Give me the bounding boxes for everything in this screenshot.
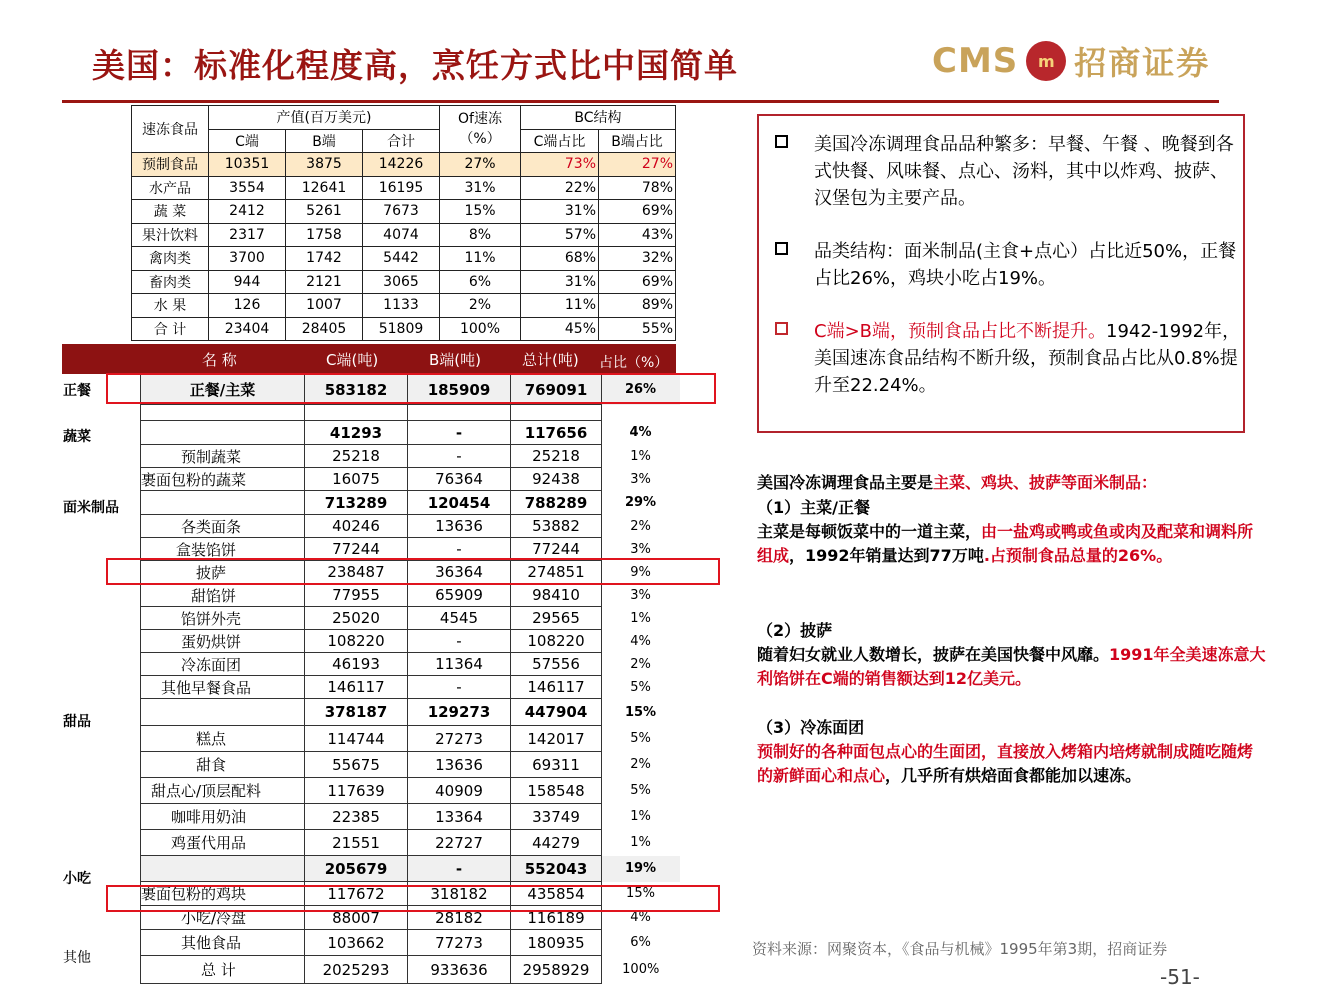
item-name: 甜食	[141, 752, 305, 778]
share-cell: 1%	[630, 448, 651, 464]
value-cell: 77955	[305, 584, 408, 607]
bullet-text	[814, 318, 1244, 399]
table-row	[141, 676, 680, 699]
value-cell: 29565	[511, 607, 602, 630]
value-cell: 57556	[511, 653, 602, 676]
value-cell: 274851	[511, 561, 602, 584]
header-b-share: B端占比	[599, 129, 676, 153]
table-row	[132, 200, 676, 224]
table-cell: 32%	[599, 247, 676, 271]
s2-b: 1991年全美速冻意大利馅饼在C端的销售额达到12亿美元。	[757, 645, 1266, 688]
value-cell: 21551	[305, 830, 408, 856]
category-label: 正餐	[63, 383, 91, 399]
value-cell: 142017	[511, 726, 602, 752]
value-cell: -	[408, 630, 511, 653]
share-cell: 1%	[630, 835, 651, 850]
value-cell: 108220	[511, 630, 602, 653]
section-heading: （3）冷冻面团	[757, 718, 865, 737]
bullet-c-greater-b	[775, 318, 1241, 398]
value-cell: 13636	[408, 515, 511, 538]
table-row	[141, 491, 680, 515]
table-cell: 11%	[440, 247, 521, 271]
table-cell: 73%	[521, 153, 599, 177]
value-cell: 40246	[305, 515, 408, 538]
value-cell: 11364	[408, 653, 511, 676]
frozen-food-output-table	[131, 105, 676, 341]
title-divider	[62, 100, 1219, 103]
share-cell: 4%	[630, 633, 651, 649]
share-cell: 1%	[630, 610, 651, 626]
s1-b: 由一盐鸡或鸭或鱼或肉及配菜和调料所组成	[757, 522, 1254, 565]
value-cell: 788289	[511, 491, 602, 515]
value-cell: -	[408, 676, 511, 699]
value-cell: 933636	[408, 956, 511, 984]
page-title: 美国：标准化程度高，烹饪方式比中国简单	[92, 46, 738, 85]
category-label: 蔬菜	[63, 429, 91, 445]
highlight-pizza	[106, 558, 720, 585]
row-label: 合 计	[132, 317, 209, 341]
value-cell: 117656	[511, 421, 602, 445]
item-name	[141, 491, 305, 515]
value-cell: 180935	[511, 930, 602, 956]
s2-a: 随着妇女就业人数增长，披萨在美国快餐中风靡。	[757, 645, 1110, 664]
table-cell: 15%	[440, 200, 521, 224]
table-cell: 2%	[440, 294, 521, 318]
section-pizza	[757, 619, 1267, 691]
table-cell: 89%	[599, 294, 676, 318]
section-body	[757, 740, 1267, 788]
table-cell: 27%	[599, 153, 676, 177]
item-name: 馅饼外壳	[141, 607, 305, 630]
table-cell: 100%	[440, 317, 521, 341]
square-bullet-icon	[775, 242, 788, 255]
value-cell: -	[408, 421, 511, 445]
category-label: 小吃	[63, 871, 91, 887]
table-cell: 28405	[286, 317, 363, 341]
table-cell: 12641	[286, 176, 363, 200]
table-cell: 69%	[599, 200, 676, 224]
table-row	[132, 247, 676, 271]
value-cell: 55675	[305, 752, 408, 778]
table-row	[132, 223, 676, 247]
item-name: 正餐/主菜	[141, 375, 305, 405]
table-row	[141, 778, 680, 804]
header-name: 名 称	[202, 351, 237, 369]
share-cell: 2%	[630, 757, 651, 772]
item-name	[141, 421, 305, 445]
share-cell: 19%	[602, 856, 680, 882]
value-cell: 4545	[408, 607, 511, 630]
value-cell: 435854	[511, 882, 602, 906]
value-cell: -	[408, 856, 511, 882]
table-cell: 69%	[599, 270, 676, 294]
table-cell: 31%	[521, 200, 599, 224]
table-row	[141, 856, 680, 882]
header-food: 速冻食品	[132, 106, 209, 153]
table-row	[132, 294, 676, 318]
value-cell: 33749	[511, 804, 602, 830]
value-cell: 22727	[408, 830, 511, 856]
item-name: 预制蔬菜	[141, 445, 305, 468]
table-row	[132, 176, 676, 200]
bullet-red-text: C端>B端，预制食品占比不断提升。	[814, 321, 1106, 342]
table-cell: 3554	[209, 176, 286, 200]
table-cell: 4074	[363, 223, 440, 247]
value-cell: -	[408, 445, 511, 468]
value-cell: 769091	[511, 375, 602, 405]
table-row	[141, 653, 680, 676]
row-label: 禽肉类	[132, 247, 209, 271]
square-bullet-icon	[775, 135, 788, 148]
row-label: 果汁饮料	[132, 223, 209, 247]
bullet-text: 品类结构：面米制品(主食+点心）占比近50%，正餐占比26%，鸡块小吃占19%。	[814, 241, 1237, 289]
table-cell: 31%	[521, 270, 599, 294]
value-cell: 713289	[305, 491, 408, 515]
category-label: 甜品	[63, 714, 91, 730]
header-bc-structure: BC结构	[521, 106, 676, 130]
table-row	[141, 804, 680, 830]
bullet-variety	[775, 131, 1235, 211]
value-cell: 129273	[408, 699, 511, 726]
logo-badge-icon: m	[1026, 41, 1066, 81]
value-cell: 2958929	[511, 956, 602, 984]
table-row	[141, 515, 680, 538]
detail-table-header	[62, 344, 676, 374]
header-share: 占比（%）	[599, 355, 669, 371]
s1-c: ，1992年销量达到77万吨	[789, 546, 984, 565]
table-cell: 27%	[440, 153, 521, 177]
table-row	[141, 726, 680, 752]
item-name: 甜点心/顶层配料	[141, 778, 305, 804]
item-name: 咖啡用奶油	[141, 804, 305, 830]
value-cell: 27273	[408, 726, 511, 752]
value-cell: 16075	[305, 468, 408, 491]
table-cell: 68%	[521, 247, 599, 271]
logo-cms-text: CMS	[932, 41, 1019, 81]
table-row	[141, 405, 680, 421]
header-of-frozen: Of速冻（%）	[440, 106, 521, 153]
item-name: 小吃/冷盘	[141, 906, 305, 930]
table-cell: 126	[209, 294, 286, 318]
table-cell: 51809	[363, 317, 440, 341]
table-row	[141, 630, 680, 653]
table-cell: 10351	[209, 153, 286, 177]
value-cell: 76364	[408, 468, 511, 491]
item-name: 蛋奶烘饼	[141, 630, 305, 653]
value-cell: 92438	[511, 468, 602, 491]
value-cell: 25218	[305, 445, 408, 468]
value-cell: 238487	[305, 561, 408, 584]
table-cell: 23404	[209, 317, 286, 341]
table-cell: 43%	[599, 223, 676, 247]
share-cell: 5%	[630, 731, 651, 746]
item-name: 盒装馅饼	[141, 538, 305, 561]
value-cell: 77244	[511, 538, 602, 561]
table-cell: 11%	[521, 294, 599, 318]
bullet-category-structure	[775, 238, 1235, 292]
category-label: 其他	[63, 950, 91, 966]
row-label: 预制食品	[132, 153, 209, 177]
section-body	[757, 520, 1267, 568]
bullet-black-text: 1942-1992年，美国速冻食品结构不断升级，预制食品占比从0.8%提升至22.24%。	[814, 321, 1241, 396]
table-cell: 2317	[209, 223, 286, 247]
value-cell: 185909	[408, 375, 511, 405]
value-cell: 146117	[305, 676, 408, 699]
section-heading: （2）披萨	[757, 621, 833, 640]
table-cell: 31%	[440, 176, 521, 200]
logo-company-name: 招商证券	[1074, 44, 1211, 82]
share-cell: 3%	[630, 471, 651, 487]
value-cell: 53882	[511, 515, 602, 538]
table-cell: 2412	[209, 200, 286, 224]
item-name: 冷冻面团	[141, 653, 305, 676]
value-cell: 46193	[305, 653, 408, 676]
value-cell: 552043	[511, 856, 602, 882]
value-cell: 108220	[305, 630, 408, 653]
share-cell: 2%	[630, 656, 651, 672]
source-note: 资料来源：网聚资本，《食品与机械》1995年第3期，招商证券	[752, 940, 1168, 958]
value-cell: 77244	[305, 538, 408, 561]
table-cell: 1742	[286, 247, 363, 271]
row-label: 水产品	[132, 176, 209, 200]
square-bullet-icon	[775, 322, 788, 335]
s3-a: 预制好的各种面包点心的生面团，直接放入烤箱内培烤就制成随吃随烤的新鲜面心和点心	[757, 742, 1254, 785]
share-cell: 4%	[630, 910, 651, 925]
value-cell: 41293	[305, 421, 408, 445]
table-cell: 78%	[599, 176, 676, 200]
table-cell: 1133	[363, 294, 440, 318]
cms-logo	[932, 38, 1210, 84]
share-cell: 29%	[624, 495, 657, 510]
table-cell: 6%	[440, 270, 521, 294]
row-label: 水 果	[132, 294, 209, 318]
value-cell	[408, 405, 511, 421]
highlight-breaded-chicken	[106, 885, 720, 912]
item-name: 鸡蛋代用品	[141, 830, 305, 856]
value-cell: 36364	[408, 561, 511, 584]
item-name: 糕点	[141, 726, 305, 752]
page-number: -51-	[1160, 965, 1200, 989]
table-row	[141, 421, 680, 445]
item-name: 裹面包粉的蔬菜	[141, 468, 305, 491]
header-output: 产值(百万美元)	[209, 106, 440, 130]
value-cell: 40909	[408, 778, 511, 804]
table-cell: 1007	[286, 294, 363, 318]
table-cell: 57%	[521, 223, 599, 247]
table-row	[132, 317, 676, 341]
value-cell: 447904	[511, 699, 602, 726]
table-cell: 7673	[363, 200, 440, 224]
item-name	[141, 405, 305, 421]
share-cell: 5%	[630, 679, 651, 695]
row-label: 畜肉类	[132, 270, 209, 294]
value-cell: 117672	[305, 882, 408, 906]
intro-red-text: 主菜、鸡块、披萨等面米制品：	[933, 473, 1158, 492]
section-heading: （1）主菜/正餐	[757, 498, 870, 517]
bullet-text: 美国冷冻调理食品品种繁多：早餐、午餐 、晚餐到各式快餐、风味餐、点心、汤料，其中以炸鸡、披萨、汉堡包为主要产品。	[814, 134, 1234, 209]
intro-text: 美国冷冻调理食品主要是	[757, 473, 934, 492]
s1-a: 主菜是每顿饭菜中的一道主菜，	[757, 522, 982, 541]
value-cell: 13364	[408, 804, 511, 830]
value-cell: 114744	[305, 726, 408, 752]
table-cell: 3875	[286, 153, 363, 177]
value-cell: 44279	[511, 830, 602, 856]
item-name: 其他早餐食品	[141, 676, 305, 699]
share-cell: 9%	[630, 564, 651, 580]
table-row	[141, 468, 680, 491]
value-cell: 2025293	[305, 956, 408, 984]
table-cell: 944	[209, 270, 286, 294]
value-cell: 13636	[408, 752, 511, 778]
value-cell: 117639	[305, 778, 408, 804]
table-cell: 5261	[286, 200, 363, 224]
header-c-ton: C端(吨)	[326, 351, 379, 369]
section-frozen-dough	[757, 716, 1267, 788]
table-cell: 16195	[363, 176, 440, 200]
share-cell: 15%	[624, 704, 657, 720]
share-cell: 100%	[622, 962, 660, 977]
value-cell: 22385	[305, 804, 408, 830]
table-cell: 2121	[286, 270, 363, 294]
table-cell: 14226	[363, 153, 440, 177]
value-cell: 88007	[305, 906, 408, 930]
value-cell: 146117	[511, 676, 602, 699]
table-row	[141, 956, 680, 984]
table-row	[141, 930, 680, 956]
share-cell: 3%	[630, 587, 651, 603]
table-cell: 55%	[599, 317, 676, 341]
table-row	[141, 607, 680, 630]
table-cell: 1758	[286, 223, 363, 247]
row-label: 蔬 菜	[132, 200, 209, 224]
header-total-ton: 总计(吨)	[522, 351, 579, 369]
share-cell: 3%	[630, 541, 651, 557]
header-b-ton: B端(吨)	[429, 351, 481, 369]
table-row	[141, 584, 680, 607]
item-name: 裹面包粉的鸡块	[141, 882, 305, 906]
value-cell: 116189	[511, 906, 602, 930]
item-name: 其他食品	[141, 930, 305, 956]
share-cell: 2%	[630, 518, 651, 534]
value-cell	[511, 405, 602, 421]
s3-b: ，几乎所有烘焙面食都能加以速冻。	[885, 766, 1142, 785]
table-cell: 22%	[521, 176, 599, 200]
header-c: C端	[209, 129, 286, 153]
item-name: 总 计	[141, 956, 305, 984]
value-cell: 103662	[305, 930, 408, 956]
value-cell: 69311	[511, 752, 602, 778]
header-total: 合计	[363, 129, 440, 153]
table-row	[132, 153, 676, 177]
share-cell	[602, 405, 680, 421]
category-label: 面米制品	[63, 500, 119, 516]
intro-paragraph	[757, 471, 1267, 495]
value-cell: 583182	[305, 375, 408, 405]
share-cell: 1%	[630, 809, 651, 824]
value-cell: 28182	[408, 906, 511, 930]
share-cell: 15%	[626, 886, 655, 901]
value-cell: 98410	[511, 584, 602, 607]
share-cell: 26%	[602, 375, 680, 405]
item-name: 披萨	[141, 561, 305, 584]
table-row	[141, 752, 680, 778]
table-cell: 8%	[440, 223, 521, 247]
item-name: 各类面条	[141, 515, 305, 538]
table-row	[141, 699, 680, 726]
share-cell: 4%	[629, 425, 652, 440]
table-cell: 3700	[209, 247, 286, 271]
value-cell	[305, 405, 408, 421]
value-cell: 318182	[408, 882, 511, 906]
share-cell: 5%	[630, 783, 651, 798]
item-name: 甜馅饼	[141, 584, 305, 607]
section-body	[757, 643, 1267, 691]
value-cell: 120454	[408, 491, 511, 515]
share-cell: 6%	[630, 935, 651, 950]
item-name	[141, 856, 305, 882]
table-cell: 5442	[363, 247, 440, 271]
value-cell: 25218	[511, 445, 602, 468]
table-cell: 45%	[521, 317, 599, 341]
table-row	[141, 830, 680, 856]
value-cell: -	[408, 538, 511, 561]
value-cell: 77273	[408, 930, 511, 956]
value-cell: 25020	[305, 607, 408, 630]
value-cell: 158548	[511, 778, 602, 804]
table-cell: 3065	[363, 270, 440, 294]
value-cell: 205679	[305, 856, 408, 882]
s1-d: .占预制食品总量的26%。	[983, 546, 1173, 565]
highlight-main-course	[106, 373, 716, 404]
section-main-course	[757, 496, 1267, 568]
header-c-share: C端占比	[521, 129, 599, 153]
header-b: B端	[286, 129, 363, 153]
value-cell: 65909	[408, 584, 511, 607]
table-row	[141, 445, 680, 468]
value-cell: 378187	[305, 699, 408, 726]
item-name	[141, 699, 305, 726]
table-row	[132, 270, 676, 294]
